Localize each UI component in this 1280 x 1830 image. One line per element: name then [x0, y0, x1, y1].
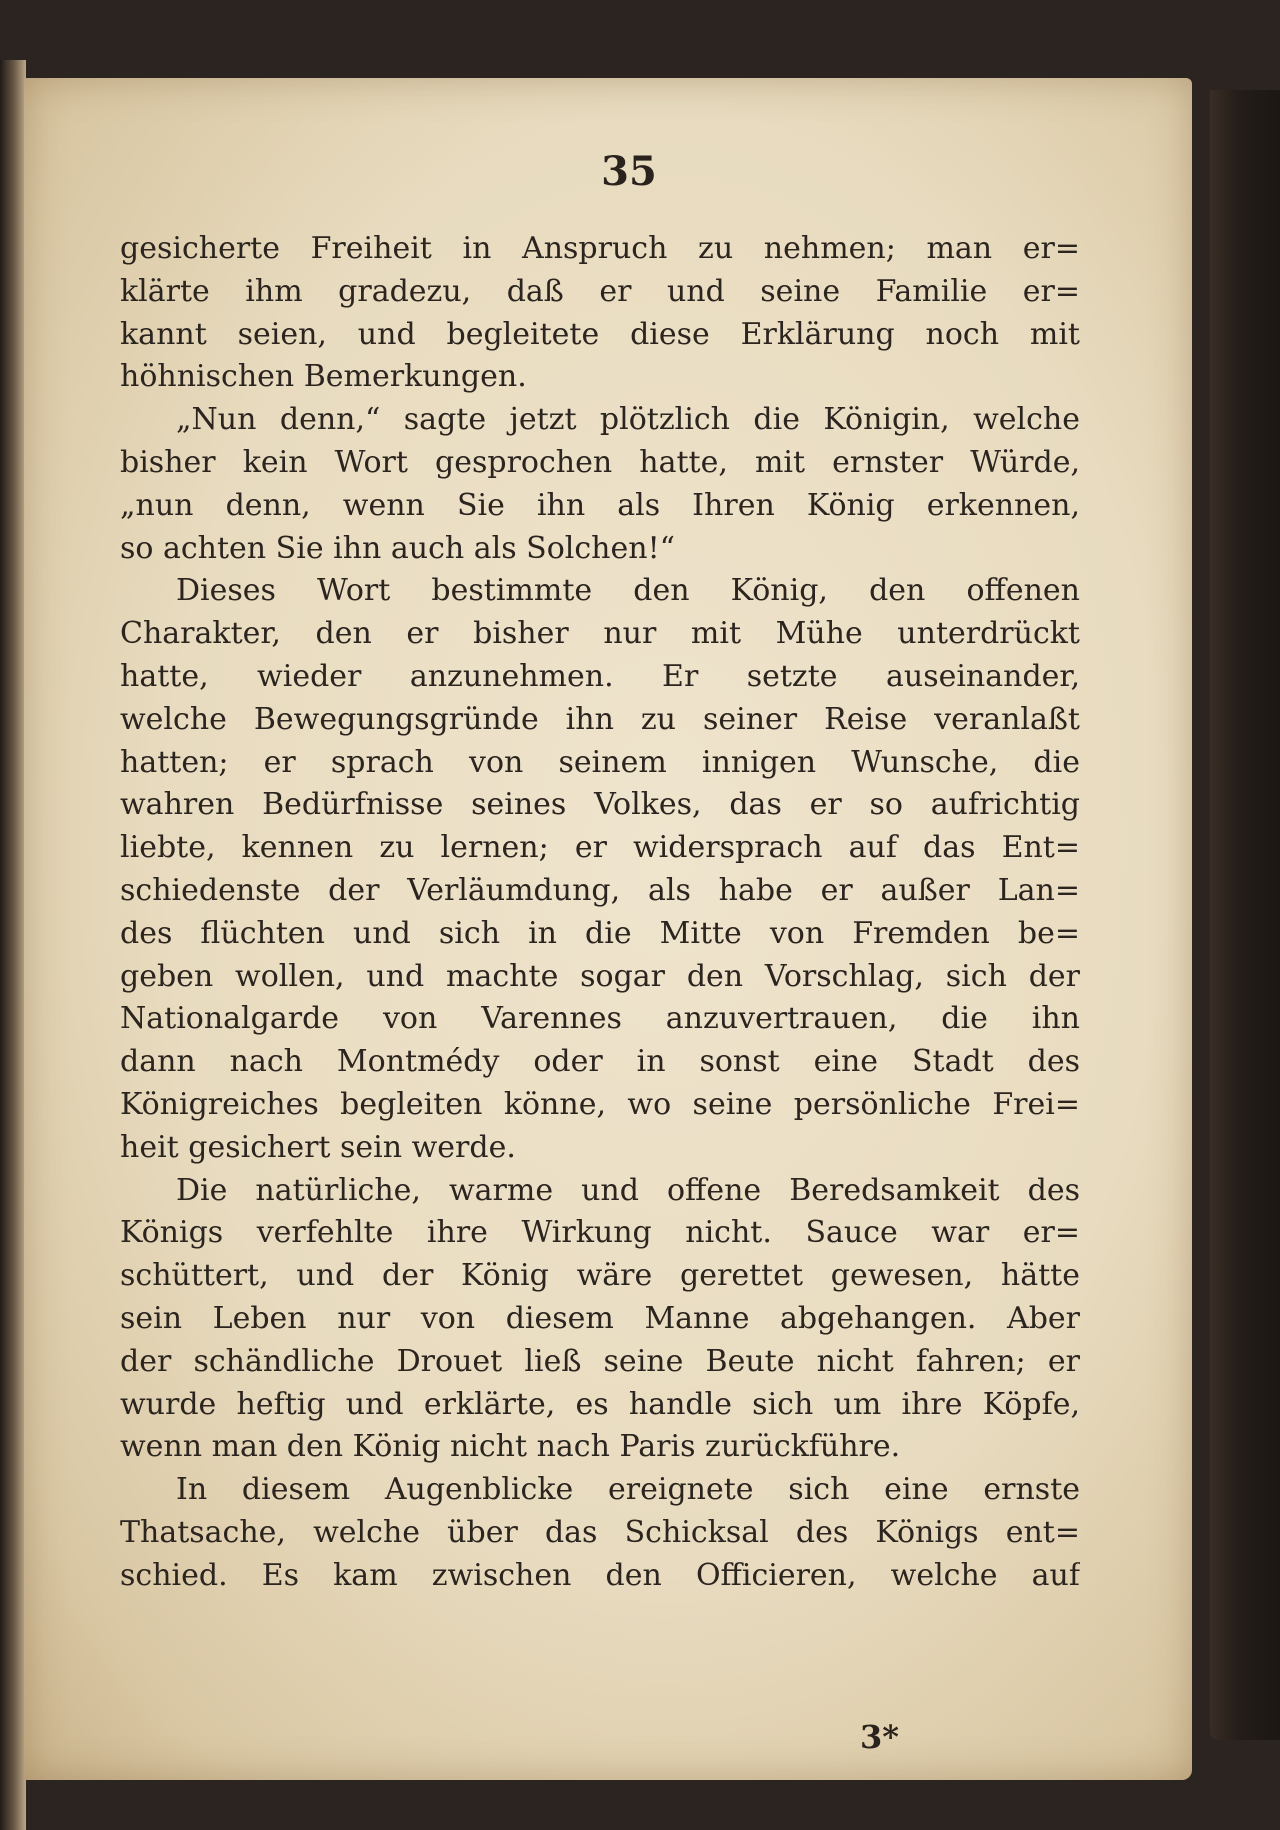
text-line: wurde heftig und erklärte, es handle sich um ihre Köpfe,	[120, 1386, 1080, 1422]
text-line: hatte, wieder anzunehmen. Er setzte auseinander,	[120, 658, 1080, 694]
text-line: schiedenste der Verläumdung, als habe er außer Lan=	[120, 872, 1080, 908]
text-line: bisher kein Wort gesprochen hatte, mit ernster Würde,	[120, 444, 1080, 480]
text-line: Thatsache, welche über das Schicksal des Königs ent=	[120, 1514, 1080, 1550]
text-line: dann nach Montmédy oder in sonst eine Stadt des	[120, 1044, 1080, 1080]
text-line: wahren Bedürfnisse seines Volkes, das er so aufrichtig	[120, 787, 1080, 823]
text-line: Die natürliche, warme und offene Beredsamkeit des	[176, 1172, 1080, 1208]
text-line: heit gesichert sein werde.	[120, 1129, 516, 1165]
text-line: höhnischen Bemerkungen.	[120, 359, 527, 395]
text-line: In diesem Augenblicke ereignete sich eine ernste	[176, 1472, 1080, 1508]
text-line: Dieses Wort bestimmte den König, den offenen	[176, 573, 1080, 609]
text-line: klärte ihm gradezu, daß er und seine Familie er=	[120, 273, 1080, 309]
text-line: gesicherte Freiheit in Anspruch zu nehmen; man er=	[120, 231, 1080, 266]
text-line: schüttert, und der König wäre gerettet gewesen, hätte	[120, 1258, 1080, 1294]
text-line: schied. Es kam zwischen den Officieren, welche auf	[120, 1557, 1080, 1593]
text-line: Charakter, den er bisher nur mit Mühe unterdrückt	[120, 616, 1080, 652]
text-line: liebte, kennen zu lernen; er widersprach auf das Ent=	[120, 830, 1080, 866]
text-line: Nationalgarde von Varennes anzuvertrauen, die ihn	[120, 1001, 1080, 1037]
text-line: welche Bewegungsgründe ihn zu seiner Reise veranlaßt	[120, 701, 1080, 737]
text-line: „Nun denn,“ sagte jetzt plötzlich die Königin, welche	[176, 402, 1080, 438]
page-number: 35	[601, 148, 657, 195]
body-text	[120, 228, 1080, 1598]
text-line: geben wollen, und machte sogar den Vorschlag, sich der	[120, 958, 1080, 994]
text-line: kannt seien, und begleitete diese Erklärung noch mit	[120, 316, 1080, 352]
text-line: Königreiches begleiten könne, wo seine persönliche Frei=	[120, 1086, 1080, 1122]
text-line: sein Leben nur von diesem Manne abgehangen. Aber	[120, 1300, 1080, 1336]
text-line: „nun denn, wenn Sie ihn als Ihren König erkennen,	[120, 487, 1080, 523]
text-line: so achten Sie ihn auch als Solchen!“	[120, 530, 675, 566]
book-cover-edge	[1210, 90, 1280, 1740]
text-line: Königs verfehlte ihre Wirkung nicht. Sauce war er=	[120, 1215, 1080, 1251]
text-line: hatten; er sprach von seinem innigen Wunsche, die	[120, 744, 1080, 780]
book-page	[24, 78, 1192, 1780]
text-line: des flüchten und sich in die Mitte von Fremden be=	[120, 915, 1080, 951]
text-line: der schändliche Drouet ließ seine Beute nicht fahren; er	[120, 1343, 1080, 1379]
book-spine-edge	[0, 60, 26, 1830]
signature-mark: 3*	[860, 1718, 899, 1756]
text-line: wenn man den König nicht nach Paris zurückführe.	[120, 1429, 901, 1465]
